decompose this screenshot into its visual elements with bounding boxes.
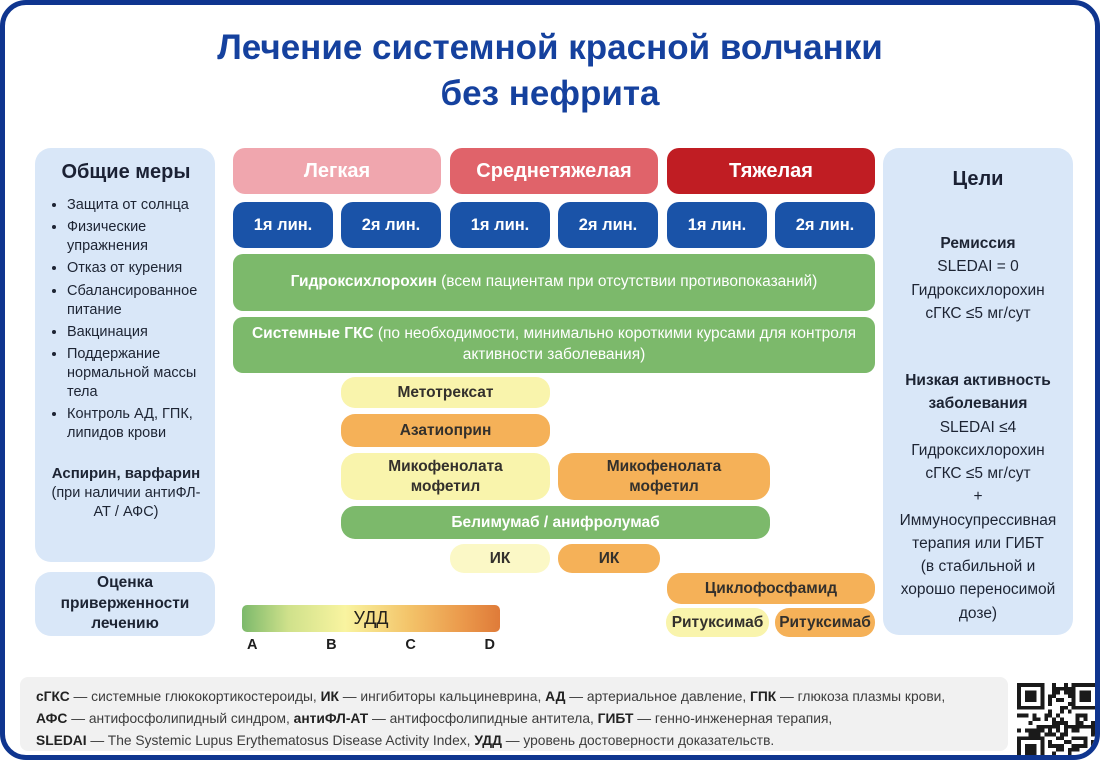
line2-button-moderate: 2я лин.: [558, 202, 658, 248]
rituximab-right-pill: Ритуксимаб: [775, 608, 875, 637]
line1-button-moderate: 1я лин.: [450, 202, 550, 248]
line2-button-mild: 2я лин.: [341, 202, 441, 248]
remission-line: Гидроксихлорохин: [911, 281, 1045, 299]
udd-tick-d: D: [484, 637, 495, 653]
systemic-gcs-note: (по необходимости, минимально короткими курсами для контроля активности заболевания): [373, 325, 857, 363]
low-activity-line: SLEDAI ≤4: [939, 418, 1017, 436]
low-activity-line: Гидроксихлорохин: [911, 441, 1045, 459]
measure-item: • Защита от солнца: [67, 196, 205, 215]
udd-gradient-bar: [242, 605, 500, 632]
footnote-line: сГКС — системные глюкокортикостероиды, ИК — ингибиторы кальциневрина, АД — артериальное давление, ГПК — глюкоза плазмы крови,: [36, 689, 946, 704]
low-activity-line: (в стабильной и хорошо переносимой дозе): [900, 558, 1056, 622]
footnote-line: АФС — антифосфолипидный синдром, антиФЛ-АТ — антифосфолипидные антитела, ГИБТ — генно-инженерная терапия,: [36, 711, 833, 727]
udd-tick-a: A: [247, 637, 258, 653]
abbr-gpk: ГПК: [750, 689, 777, 704]
severity-header-mild: Легкая: [233, 148, 441, 194]
severity-header-moderate: Среднетяжелая: [450, 148, 658, 194]
mycophenolate-left-pill: Микофенолата мофетил: [341, 453, 550, 500]
footnote-box: [20, 677, 1008, 751]
qr-code: [1017, 683, 1099, 760]
measure-item: • Физические упражнения: [67, 218, 205, 256]
footnote-line: SLEDAI — The Systemic Lupus Erythematosus Disease Activity Index, УДД — уровень достоверности доказательств.: [36, 733, 775, 749]
abbr-ik: ИК: [320, 689, 339, 704]
low-activity-line: Иммуносупрессивная терапия или ГИБТ: [899, 511, 1057, 552]
low-activity-line: сГКС ≤5 мг/сут: [925, 465, 1031, 482]
aspirin-warfarin-condition: (при наличии антиФЛ-АТ / АФС): [51, 484, 201, 521]
measure-item: • Отказ от курения: [67, 259, 205, 278]
remission-line: сГКС ≤5 мг/сут: [925, 304, 1031, 322]
remission-line: SLEDAI = 0: [937, 258, 1019, 276]
goals-heading: Цели: [952, 168, 1004, 190]
rituximab-left-pill: Ритуксимаб: [666, 608, 769, 637]
adherence-box: Оценка приверженности лечению: [35, 572, 215, 636]
azathioprine-pill: Азатиоприн: [341, 414, 550, 447]
mycophenolate-right-pill: Микофенолата мофетил: [558, 453, 770, 500]
udd-tick-b: B: [326, 637, 337, 653]
systemic-gcs-bar: [233, 317, 875, 373]
belimumab-anifrolumab-bar: Белимумаб / анифролумаб: [341, 506, 770, 539]
low-activity-line: +: [973, 488, 983, 506]
systemic-gcs-label: Системные ГКС: [251, 325, 374, 343]
abbr-sgks: сГКС: [36, 689, 70, 704]
page-title-line1: Лечение системной красной волчанки: [217, 28, 883, 67]
abbr-sledai: SLEDAI: [36, 733, 87, 749]
abbr-ad: АД: [545, 689, 566, 704]
abbr-gibt: ГИБТ: [597, 711, 634, 727]
udd-label: УДД: [353, 608, 389, 628]
measure-item: • Сбалансированное питание: [67, 282, 205, 320]
page-title-line2: без нефрита: [440, 74, 660, 114]
general-measures-list: [47, 196, 205, 444]
low-activity-heading: Низкая активность заболевания: [905, 372, 1051, 413]
aspirin-warfarin-label: Аспирин, варфарин: [51, 464, 201, 482]
abbr-antifl-at: антиФЛ-АТ: [293, 711, 369, 727]
calcineurin-inhibitor-right-pill: ИК: [558, 544, 660, 573]
udd-tick-c: C: [405, 637, 416, 653]
line1-button-mild: 1я лин.: [233, 202, 333, 248]
general-measures-heading: Общие меры: [61, 161, 191, 183]
abbr-afs: АФС: [36, 711, 68, 727]
measure-item: • Вакцинация: [67, 323, 205, 342]
aspirin-warfarin-note: [47, 464, 205, 523]
severity-header-severe: Тяжелая: [667, 148, 875, 194]
calcineurin-inhibitor-left-pill: ИК: [450, 544, 550, 573]
remission-heading: Ремиссия: [940, 235, 1016, 252]
goals-panel: [883, 148, 1073, 635]
measure-item: • Контроль АД, ГПК, липидов крови: [67, 405, 205, 443]
cyclophosphamide-pill: Циклофосфамид: [667, 573, 875, 604]
page-title: [5, 25, 1095, 117]
line1-button-severe: 1я лин.: [667, 202, 767, 248]
general-measures-panel: [35, 148, 215, 562]
measure-item: • Поддержание нормальной массы тела: [67, 345, 205, 402]
udd-tick-row: [242, 637, 500, 655]
hydroxychloroquine-note: (всем пациентам при отсутствии противопоказаний): [436, 273, 818, 291]
abbr-udd: УДД: [474, 733, 502, 749]
methotrexate-pill: Метотрексат: [341, 377, 550, 408]
hydroxychloroquine-label: Гидроксихлорохин: [290, 273, 437, 291]
hydroxychloroquine-bar: [233, 254, 875, 311]
line2-button-severe: 2я лин.: [775, 202, 875, 248]
